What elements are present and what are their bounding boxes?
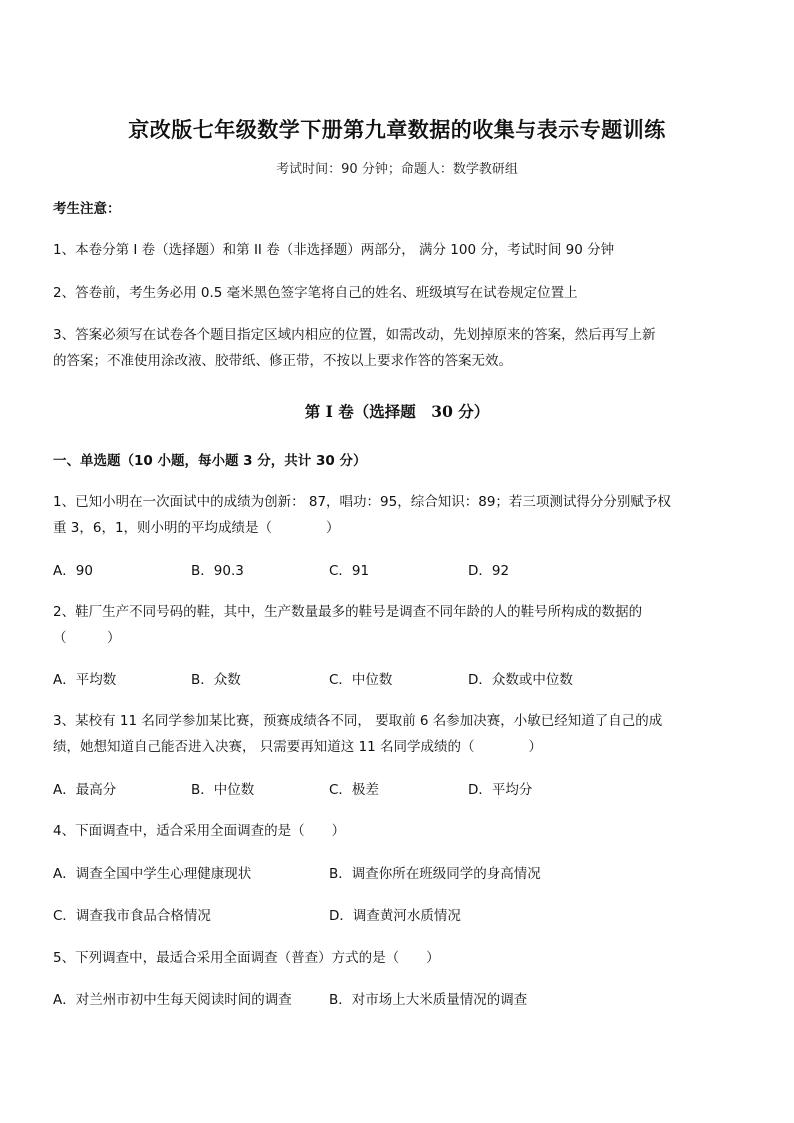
notice-item-3-line-2: 的答案；不准使用涂改液、胶带纸、修正带，不按以上要求作答的答案无效。 bbox=[53, 353, 512, 369]
question-2-option-b: B．众数 bbox=[191, 672, 241, 688]
question-3-line-2: 绩，她想知道自己能否进入决赛， 只需要再知道这 11 名同学成绩的（ ） bbox=[53, 739, 543, 755]
question-1-option-d: D．92 bbox=[468, 563, 510, 579]
question-2-option-a: A．平均数 bbox=[53, 672, 117, 688]
question-2-line-1: 2、鞋厂生产不同号码的鞋，其中，生产数量最多的鞋号是调查不同年龄的人的鞋号所构成的数据的 bbox=[53, 604, 643, 620]
part-heading: 一、单选题（10 小题，每小题 3 分，共计 30 分） bbox=[53, 453, 367, 469]
notice-heading: 考生注意： bbox=[53, 201, 121, 217]
question-1-line-2: 重 3，6，1，则小明的平均成绩是（ ） bbox=[53, 520, 340, 536]
question-3-option-b: B．中位数 bbox=[191, 782, 255, 798]
question-4-option-d: D．调查黄河水质情况 bbox=[329, 908, 461, 924]
question-5-line-1: 5、下列调查中，最适合采用全面调查（普查）方式的是（ ） bbox=[53, 950, 440, 966]
question-3-option-a: A．最高分 bbox=[53, 782, 117, 798]
question-1-option-b: B．90.3 bbox=[191, 563, 244, 579]
question-2-line-2: （ ） bbox=[53, 630, 121, 646]
question-3-line-1: 3、某校有 11 名同学参加某比赛，预赛成绩各不同， 要取前 6 名参加决赛，小敏已经知道了自己的成 bbox=[53, 713, 663, 729]
question-4-option-a: A．调查全国中学生心理健康现状 bbox=[53, 866, 252, 882]
question-1-option-a: A．90 bbox=[53, 563, 93, 579]
question-4-line-1: 4、下面调查中，适合采用全面调查的是（ ） bbox=[53, 823, 346, 839]
question-3-option-c: C．极差 bbox=[329, 782, 379, 798]
question-3-option-d: D．平均分 bbox=[468, 782, 533, 798]
question-4-option-b: B．调查你所在班级同学的身高情况 bbox=[329, 866, 541, 882]
question-2-option-d: D．众数或中位数 bbox=[468, 672, 573, 688]
question-1-option-c: C．91 bbox=[329, 563, 370, 579]
notice-item-3-line-1: 3、答案必须写在试卷各个题目指定区域内相应的位置，如需改动，先划掉原来的答案，然后再写上新 bbox=[53, 327, 656, 343]
question-1-line-1: 1、已知小明在一次面试中的成绩为创新： 87，唱功：95，综合知识：89；若三项测试得分分别赋予权 bbox=[53, 494, 671, 510]
question-5-option-a: A．对兰州市初中生每天阅读时间的调查 bbox=[53, 992, 292, 1008]
exam-title: 京改版七年级数学下册第九章数据的收集与表示专题训练 bbox=[128, 117, 666, 142]
question-2-option-c: C．中位数 bbox=[329, 672, 393, 688]
exam-subtitle: 考试时间：90 分钟；命题人：数学教研组 bbox=[276, 162, 518, 177]
question-5-option-b: B．对市场上大米质量情况的调查 bbox=[329, 992, 528, 1008]
section-title: 第 I 卷（选择题 30 分） bbox=[304, 402, 490, 421]
question-4-option-c: C．调查我市食品合格情况 bbox=[53, 908, 211, 924]
notice-item-2: 2、答卷前，考生务必用 0.5 毫米黑色签字笔将自己的姓名、班级填写在试卷规定位置上 bbox=[53, 285, 578, 301]
notice-item-1: 1、本卷分第 I 卷（选择题）和第 II 卷（非选择题）两部分， 满分 100 分，考试时间 90 分钟 bbox=[53, 242, 615, 258]
